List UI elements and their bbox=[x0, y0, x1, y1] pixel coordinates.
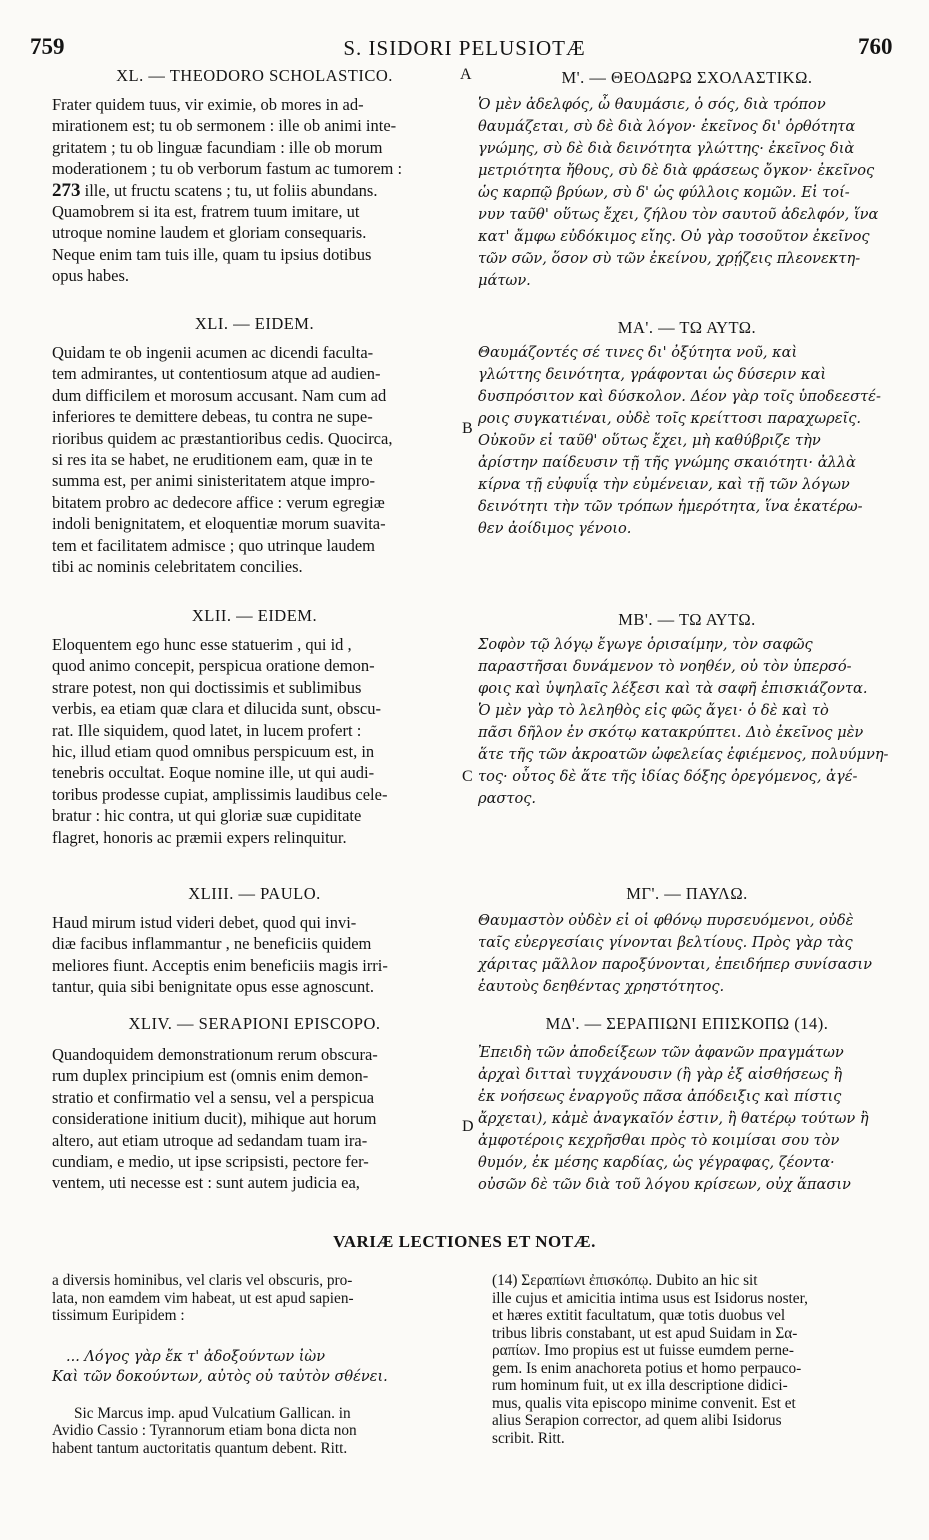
text-line: strare potest, non qui doctissimis et sublimibus bbox=[52, 677, 362, 697]
text-line: παραστῆσαι δυνάμενον τὸ νοηθέν, οὐ τὸν ὑπερσό- bbox=[478, 658, 852, 675]
text-line: τῶν σῶν, ὅσον σὺ τῶν ἐκείνου, χρῄζεις πλεονεκτη- bbox=[478, 250, 861, 267]
text-line: Οὐκοῦν εἰ ταῦθ' οὕτως ἔχει, μὴ καθύβριζε τὴν bbox=[478, 432, 821, 449]
text-line: altero, aut etiam utroque ad sedandam tuam ira- bbox=[52, 1130, 368, 1150]
text-line: Quidam te ob ingenii acumen ac dicendi faculta- bbox=[52, 343, 374, 362]
text-line: ραπίων. Imo propius est ut fuisse eumdem perne- bbox=[492, 1342, 794, 1359]
text-line: Sic Marcus imp. apud Vulcatium Gallican. in bbox=[74, 1404, 351, 1422]
text-line: indoli benignitatem, et eloquentiæ morum suavita- bbox=[52, 514, 386, 534]
column-number: 273 bbox=[52, 179, 81, 201]
text-line: Eloquentem ego hunc esse statuerim , qui id , bbox=[52, 635, 352, 654]
text-line: mirationem est; tu ob sermonem : ille ob animi inte- bbox=[52, 116, 397, 136]
text-line: ταῖς εὐεργεσίαις γίνονται βελτίους. Πρὸς γὰρ τὰς bbox=[478, 934, 853, 951]
text-line: χάριτας μᾶλλον παροξύνονται, ἐπειδήπερ συνίσασιν bbox=[478, 956, 873, 973]
text-line: bratur : hic contra, ut qui gloriæ suæ cupiditate bbox=[52, 806, 362, 826]
text-line-with-column-number bbox=[52, 180, 457, 201]
text-line: Frater quidem tuus, vir eximie, ob mores in ad- bbox=[52, 95, 364, 114]
text-line: tenebris occultat. Eoque nomine ille, ut qui audi- bbox=[52, 763, 375, 783]
text-line: et hæres extitit facultatum, quæ totis duobus vel bbox=[492, 1307, 786, 1324]
text-line: ἄρχεται), κἀμὲ ἀναγκαῖόν ἐστιν, ἢ θατέρῳ τούτων ἢ bbox=[478, 1110, 869, 1127]
greek-body-mb bbox=[478, 634, 896, 810]
text-line: rioribus quidem ac præstantioribus cedis. Quocirca, bbox=[52, 428, 393, 448]
text-line: (14) Σεραπίωνι ἐπισκόπῳ. Dubito an hic sit bbox=[492, 1272, 758, 1289]
latin-heading-xl: XL. — THEODORO SCHOLASTICO. bbox=[116, 66, 393, 85]
text-line: lata, non eamdem vim habeat, ut est apud sapien- bbox=[52, 1289, 354, 1307]
text-line: δυσπρόσιτον καὶ δύσκολον. Δέον γὰρ τοῖς ὑποδεεστέ- bbox=[478, 388, 881, 405]
text-line: cundiam, e medio, ut ipse scripsisti, pectore fer- bbox=[52, 1152, 369, 1172]
text-line: stratio et confirmatio vel a sensu, vel a perspicua bbox=[52, 1087, 375, 1107]
text-line: γνώμης, σὺ δὲ διὰ δεινότητα γλώττης· ἐκεῖνος διὰ bbox=[478, 140, 855, 157]
text-line: θεν ἀοίδιμος γένοιο. bbox=[478, 520, 632, 537]
notes-title: VARIÆ LECTIONES ET NOTÆ. bbox=[333, 1232, 596, 1251]
marker-a: A bbox=[460, 66, 472, 83]
text-line: tem admirantes, ut contentiosum atque ad audien- bbox=[52, 364, 381, 384]
greek-body-md bbox=[478, 1042, 896, 1196]
text-line: si res ita se habet, ne eruditionem eam, quæ in te bbox=[52, 450, 373, 470]
text-line: rum duplex principium est (omnis enim demon- bbox=[52, 1066, 369, 1086]
text-line: rum hominum fuit, ut ex illa descriptione didici- bbox=[492, 1377, 788, 1394]
text-line: θυμόν, ἐκ μέσης καρδίας, ὡς γέγραφας, ζέοντα· bbox=[478, 1154, 835, 1171]
text-line: ροις συγκατιέναι, οὐδὲ τοῖς κρείττοσι παραχωρεῖς. bbox=[478, 410, 862, 427]
marker-d: D bbox=[462, 1118, 474, 1135]
text-line: flagret, honoris ac præmii expers relinquitur. bbox=[52, 827, 347, 847]
text-line: τος· οὗτος δὲ ἅτε τῆς ἰδίας δόξης ὀρεγόμενος, ἀγέ- bbox=[478, 768, 858, 785]
text-line: Quamobrem si ita est, fratrem tuum imitare, ut bbox=[52, 202, 360, 222]
marker-b: B bbox=[462, 420, 473, 437]
text-line: Σοφὸν τῷ λόγῳ ἔγωγε ὁρισαίμην, τὸν σαφῶς bbox=[478, 636, 813, 653]
text-line: gritatem ; tu ob linguæ facundiam : ille ob morum bbox=[52, 137, 383, 157]
text-line: meliores fiunt. Acceptis enim beneficiis magis irri- bbox=[52, 955, 388, 975]
greek-body-mg bbox=[478, 910, 896, 998]
latin-heading-xliv: XLIV. — SERAPIONI EPISCOPO. bbox=[128, 1014, 381, 1033]
text-line: toribus prodesse cupiat, amplissimis laudibus cele- bbox=[52, 784, 388, 804]
text-line: summa est, per animi sinisteritatem atque impro- bbox=[52, 471, 376, 491]
text-line: scribit. Ritt. bbox=[492, 1429, 565, 1447]
text-line: πᾶσι δῆλον ἐν σκότῳ κατακρύπτει. Διὸ ἐκεῖνος μὲν bbox=[478, 724, 864, 741]
latin-heading-xliii: XLIII. — PAULO. bbox=[188, 884, 321, 903]
page-number-right: 760 bbox=[858, 34, 893, 59]
text-line: tantur, quia sibi benignitate opus esse agnoscunt. bbox=[52, 977, 374, 997]
text-line: verbis, ea etiam quæ clara et dilucida sunt, obscu- bbox=[52, 699, 381, 719]
text-line: ραστος. bbox=[478, 790, 537, 807]
text-line: μάτων. bbox=[478, 272, 531, 289]
latin-body-xlii bbox=[52, 634, 457, 848]
latin-heading-xlii: XLII. — EIDEM. bbox=[191, 606, 318, 625]
verse-line: Καὶ τῶν δοκούντων, αὐτὸς οὐ ταὐτὸν σθένει. bbox=[52, 1368, 388, 1385]
text-line: φοις καὶ ὑψηλαῖς λέξεσι καὶ τὰ σαφῆ ἐπισκιάζοντα. bbox=[478, 680, 868, 697]
text-line: utroque nomine laudem et gloriam consequaris. bbox=[52, 223, 367, 243]
text-line: Neque enim tam tuis ille, quam tu ipsius dotibus bbox=[52, 244, 372, 264]
text-line: Ὁ μὲν γὰρ τὸ λεληθὸς εἰς φῶς ἄγει· ὁ δὲ καὶ τὸ bbox=[478, 702, 829, 719]
text-line: ventem, uti necesse est : sunt autem judicia ea, bbox=[52, 1173, 360, 1193]
greek-body-m bbox=[478, 94, 896, 292]
text-line: Quandoquidem demonstrationum rerum obscura- bbox=[52, 1045, 378, 1064]
greek-heading-ma: ΜΑ'. — ΤΩ ΑΥΤΩ. bbox=[617, 318, 757, 337]
greek-body-ma bbox=[478, 342, 896, 540]
text-line: Ἐπειδὴ τῶν ἀποδείξεων τῶν ἀφανῶν πραγμάτων bbox=[478, 1044, 844, 1061]
text-line: dum difficilem et morosum accusant. Nam cum ad bbox=[52, 385, 387, 405]
text-line: Ὁ μὲν ἀδελφός, ὦ θαυμάσιε, ὁ σός, διὰ τρόπον bbox=[478, 96, 826, 113]
text-line: δεινότητι τὴν τῶν τρόπων ἡμερότητα, ἵνα ἑκατέρω- bbox=[478, 498, 863, 515]
text-line: bitatem probro ac dedecore affice : verum egregiæ bbox=[52, 492, 385, 512]
latin-body-xliii bbox=[52, 912, 457, 998]
verse-line: ... Λόγος γὰρ ἔκ τ' ἀδοξούντων ἰὼν bbox=[66, 1348, 326, 1365]
text-line: moderationem ; tu ob verborum fastum ac tumorem : bbox=[52, 159, 403, 179]
text-line: ἀρχαὶ διτταὶ τυγχάνουσιν (ἢ γὰρ ἐξ αἰσθήσεως ἢ bbox=[478, 1066, 843, 1083]
greek-heading-m: Μ'. — ΘΕΟΔΩΡΩ ΣΧΟΛΑΣΤΙΚΩ. bbox=[561, 68, 813, 87]
latin-body-xliv bbox=[52, 1044, 457, 1194]
text-line: ὡς καρπῷ βρύων, σὺ δ' ὡς φύλλοις κομῶν. Εἰ τοί- bbox=[478, 184, 850, 201]
text-line: habent tantum auctoritatis quantum debent. Ritt. bbox=[52, 1439, 348, 1457]
text-line: rat. Ille siquidem, quod latet, in lucem profert : bbox=[52, 720, 362, 740]
text-line: gem. Is enim anachoreta potius et homo perpauco- bbox=[492, 1359, 802, 1377]
text-line: κατ' ἄμφω εὐδόκιμος εἴης. Οὐ γὰρ τοσοῦτον ἐκεῖνος bbox=[478, 228, 870, 245]
text-line: γλώττης δεινότητα, γράφονται ὡς δύσεριν καὶ bbox=[478, 366, 827, 383]
text-line: θαυμάζεται, σὺ δὲ διὰ λόγον· ἐκεῖνος δι' ὀρθότητα bbox=[478, 118, 856, 135]
latin-body-xl bbox=[52, 94, 457, 287]
text-line: a diversis hominibus, vel claris vel obscuris, pro- bbox=[52, 1272, 353, 1289]
text-line: opus habes. bbox=[52, 266, 129, 286]
text-line: Avidio Cassio : Tyrannorum etiam bona dicta non bbox=[52, 1422, 357, 1439]
text-line: Θαυμάζοντές σέ τινες δι' ὀξύτητα νοῦ, καὶ bbox=[478, 344, 798, 361]
text-line: tibi ac nominis celebritatem concilies. bbox=[52, 557, 303, 577]
greek-heading-md: ΜΔ'. — ΣΕΡΑΠΙΩΝΙ ΕΠΙΣΚΟΠΩ (14). bbox=[545, 1014, 829, 1033]
text-line: tribus libris constabant, ut est apud Suidam in Σα- bbox=[492, 1324, 798, 1342]
text-line: diæ facibus inflammantur , ne beneficiis quidem bbox=[52, 934, 372, 954]
text-line: ἅτε τῆς τῶν ἀκροατῶν ὠφελείας ἐφιέμενος, πολυύμνη- bbox=[478, 746, 889, 763]
text-line: quod animo concepit, perspicua oratione demon- bbox=[52, 656, 375, 676]
greek-heading-mg: ΜΓ'. — ΠΑΥΛΩ. bbox=[626, 884, 748, 903]
text-line: Haud mirum istud videri debet, quod qui invi- bbox=[52, 913, 357, 932]
text-line: κίρνα τῇ εὐφυΐᾳ τὴν εὐμένειαν, καὶ τῇ τῶν λόγων bbox=[478, 476, 850, 493]
text-line: tissimum Euripidem : bbox=[52, 1307, 185, 1324]
text-line: οὐσῶν δὲ τῶν διὰ τοῦ λόγου κρίσεων, οὐχ ἅπασιν bbox=[478, 1176, 851, 1193]
running-title: S. ISIDORI PELUSIOTÆ bbox=[343, 36, 586, 60]
text-line: ἐκ νοήσεως ἐναργοῦς πᾶσα ἀπόδειξις καὶ πίστις bbox=[478, 1088, 842, 1105]
latin-heading-xli: XLI. — EIDEM. bbox=[194, 314, 315, 333]
text-line: ἀμφοτέροις κεχρῆσθαι πρὸς τὸ κοιμίσαι σου τὸν bbox=[478, 1132, 840, 1149]
greek-heading-mb: ΜΒ'. — ΤΩ ΑΥΤΩ. bbox=[618, 610, 756, 629]
text-line: hic, illud etiam quod omnibus perspicuum est, in bbox=[52, 742, 375, 762]
text-line: μετριότητα ἤθους, σὺ δὲ διὰ φράσεως ὄγκον· ἐκεῖνος bbox=[478, 162, 875, 179]
text-line: νυν ταῦθ' οὕτως ἔχει, ζήλου τὸν σαυτοῦ ἀδελφόν, ἵνα bbox=[478, 206, 879, 223]
notes-left-column bbox=[52, 1272, 457, 1457]
text-line: consideratione initium ducit), mihique aut horum bbox=[52, 1109, 377, 1129]
latin-body-xli bbox=[52, 342, 457, 577]
text-line: ἑαυτοὺς δεηθέντας χρηστότητος. bbox=[478, 978, 725, 995]
text-line: tem et facilitatem admisce ; quo utrinque laudem bbox=[52, 535, 376, 555]
text-line: ille cujus et amicitia intima usus est Isidorus noster, bbox=[492, 1289, 808, 1307]
text-line: Θαυμαστὸν οὐδὲν εἰ οἱ φθόνῳ πυρσευόμενοι, οὐδὲ bbox=[478, 912, 854, 929]
marker-c: C bbox=[462, 768, 473, 785]
notes-right-column bbox=[492, 1272, 898, 1447]
text-line: ille, ut fructu scatens ; tu, ut foliis abundans. bbox=[84, 180, 378, 200]
text-line: alius Serapion corrector, ad quem alibi Isidorus bbox=[492, 1412, 782, 1429]
page-number-left: 759 bbox=[30, 34, 65, 59]
text-line: ἀρίστην παίδευσιν τῇ τῆς γνώμης σκαιότητι· ἀλλὰ bbox=[478, 454, 856, 471]
text-line: inferiores te demittere debeas, tu contra ne supe- bbox=[52, 407, 373, 427]
text-line: mus, qualis vita episcopo minime convenit. Est et bbox=[492, 1394, 796, 1412]
